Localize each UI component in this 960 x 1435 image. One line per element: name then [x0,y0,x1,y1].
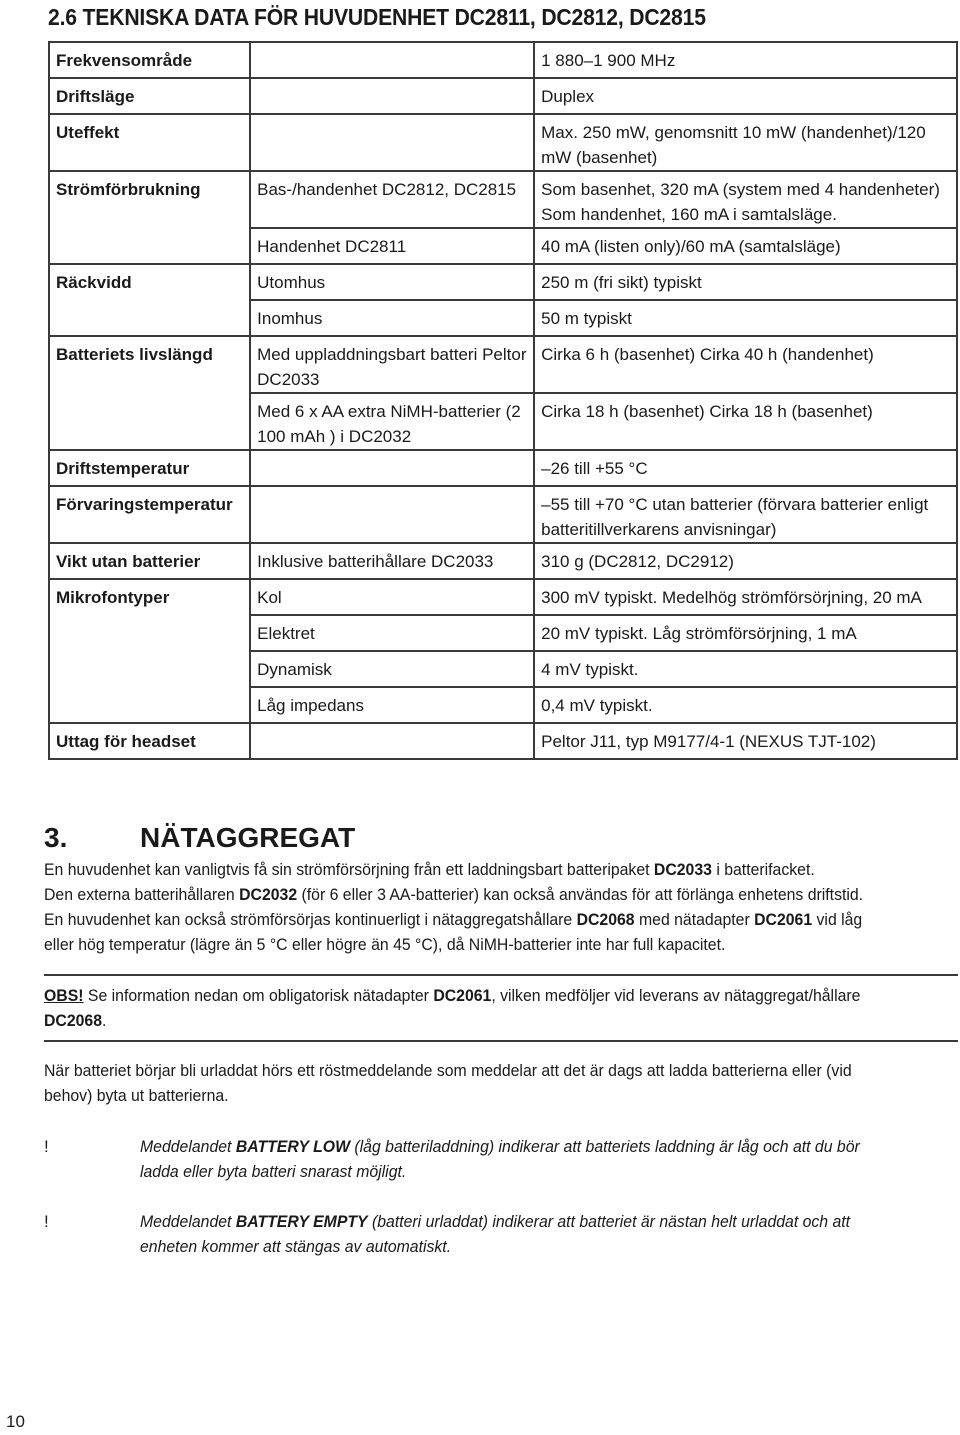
spec-text: 20 mV typiskt. Låg strömförsörjning, 1 mA [541,624,857,643]
text: Den externa batterihållaren [44,885,240,904]
text: Meddelandet [140,1137,236,1156]
spec-label [48,265,251,301]
spec-row [48,487,958,544]
spec-subcategory [251,652,535,688]
product-code: DC2061 [754,910,813,929]
section3-number: 3. [44,822,68,853]
spec-text: 40 mA (listen only)/60 mA (samtalsläge) [541,237,841,256]
spec-text: 1 880–1 900 MHz [541,51,676,70]
spec-value [535,724,958,760]
section3-title: NÄTAGGREGAT [140,822,356,853]
product-code: DC2033 [653,860,712,879]
spec-row [48,451,958,487]
spec-label [48,337,251,394]
spec-label [48,451,251,487]
spec-text: Dynamisk [257,660,332,679]
spec-value [535,652,958,688]
section3-heading [44,822,355,854]
text: . [102,1011,107,1030]
product-code: DC2032 [239,885,298,904]
spec-text: Med uppladdningsbart batteri Peltor DC2033 [257,345,527,389]
spec-value [535,688,958,724]
spec-text: Med 6 x AA extra NiMH-batterier (2 100 mAh ) i DC2032 [257,402,521,446]
message-name: BATTERY LOW [235,1137,351,1156]
text: En huvudenhet kan också strömförsörjas kontinuerligt i nätaggregatshållare [44,910,577,929]
text: En huvudenhet kan vanligtvis få sin strömförsörjning från ett laddningsbart batteripaket [44,860,654,879]
spec-label [48,43,251,79]
spec-row [48,394,958,451]
exclamation-mark: ! [44,1212,49,1231]
product-code: DC2068 [44,1011,103,1030]
spec-row [48,724,958,760]
spec-subcategory [251,451,535,487]
spec-value [535,616,958,652]
text: (för 6 eller 3 AA-batterier) kan också användas för att förlänga enhetens driftstid. [297,885,864,904]
spec-text: –26 till +55 °C [541,459,648,478]
spec-table [48,41,958,760]
exclamation-mark: ! [44,1137,49,1156]
spec-text: Elektret [257,624,315,643]
text: Meddelandet [140,1212,236,1231]
warning-battery-empty [44,1209,944,1261]
spec-table-body [48,43,958,760]
spec-subcategory [251,265,535,301]
spec-row [48,79,958,115]
spec-row [48,544,958,580]
spec-label [48,724,251,760]
page-number: 10 [6,1412,25,1431]
spec-row [48,337,958,394]
spec-value [535,115,958,172]
spec-text: Handenhet DC2811 [257,237,407,256]
spec-row [48,265,958,301]
divider [44,1040,958,1042]
spec-text: 310 g (DC2812, DC2912) [541,552,734,571]
spec-subcategory [251,337,535,394]
text: ladda eller byta batteri snarast möjligt. [140,1162,407,1181]
text: behov) byta ut batterierna. [44,1086,229,1105]
spec-text: Förvaringstemperatur [56,495,233,514]
spec-value [535,487,958,544]
spec-label [48,544,251,580]
text: (batteri urladdat) indikerar att batteriet är nästan helt urladdat och att [367,1212,851,1231]
spec-label [48,79,251,115]
spec-text: 50 m typiskt [541,309,632,328]
spec-text: Bas-/handenhet DC2812, DC2815 [257,180,517,199]
spec-row [48,652,958,688]
spec-row [48,616,958,652]
spec-subcategory [251,724,535,760]
text: Se information nedan om obligatorisk nätadapter [83,986,434,1005]
battery-note [44,1058,944,1108]
spec-label [48,301,251,337]
spec-text: Batteriets livslängd [56,345,213,364]
spec-subcategory [251,394,535,451]
spec-subcategory [251,688,535,724]
spec-text: Utomhus [257,273,326,292]
spec-text: Kol [257,588,282,607]
spec-value [535,544,958,580]
spec-text: 300 mV typiskt. Medelhög strömförsörjning, 20 mA [541,588,922,607]
spec-row [48,229,958,265]
text: (låg batteriladdning) indikerar att batteriets laddning är låg och att du bör [350,1137,860,1156]
spec-value [535,229,958,265]
spec-value [535,265,958,301]
message-name: BATTERY EMPTY [235,1212,368,1231]
spec-text: 4 mV typiskt. [541,660,639,679]
spec-text: Duplex [541,87,595,106]
spec-text: –55 till +70 °C utan batterier (förvara batterier enligt batteritillverkarens anvisningar) [541,495,929,539]
spec-text: 0,4 mV typiskt. [541,696,653,715]
spec-text: Uttag för headset [56,732,196,751]
spec-row [48,172,958,229]
text: När batteriet börjar bli urladdat hörs ett röstmeddelande som meddelar att det är dags att ladda batterierna eller (vid [44,1061,852,1080]
spec-text: Som basenhet, 320 mA (system med 4 handenheter) Som handenhet, 160 mA i samtalsläge. [541,180,940,224]
spec-subcategory [251,301,535,337]
spec-text: Inklusive batterihållare DC2033 [257,552,494,571]
section-heading: 2.6 TEKNISKA DATA FÖR HUVUDENHET DC2811, DC2812, DC2815 [48,4,706,30]
obs-note [44,983,944,1033]
spec-text: Peltor J11, typ M9177/4-1 (NEXUS TJT-102) [541,732,876,751]
spec-label [48,394,251,451]
spec-text: Strömförbrukning [56,180,201,199]
spec-value [535,394,958,451]
spec-row [48,580,958,616]
spec-value [535,301,958,337]
spec-value [535,43,958,79]
spec-subcategory [251,229,535,265]
spec-subcategory [251,544,535,580]
spec-value [535,172,958,229]
spec-label [48,652,251,688]
text: vid låg [812,910,863,929]
spec-row [48,43,958,79]
spec-label [48,616,251,652]
spec-value [535,79,958,115]
product-code: DC2061 [433,986,492,1005]
spec-value [535,451,958,487]
spec-text: Driftstemperatur [56,459,190,478]
spec-text: 250 m (fri sikt) typiskt [541,273,702,292]
spec-text: Cirka 6 h (basenhet) Cirka 40 h (handenhet) [541,345,874,364]
text: , vilken medföljer vid leverans av nätaggregat/hållare [491,986,861,1005]
spec-text: Mikrofontyper [56,588,170,607]
spec-label [48,172,251,229]
text: med nätadapter [634,910,755,929]
spec-text: Driftsläge [56,87,135,106]
spec-subcategory [251,580,535,616]
divider [44,974,958,976]
spec-subcategory [251,115,535,172]
text: i batterifacket. [711,860,815,879]
spec-label [48,229,251,265]
text: enheten kommer att stängas av automatiskt. [140,1237,452,1256]
obs-label: OBS! [44,986,84,1005]
spec-text: Max. 250 mW, genomsnitt 10 mW (handenhet)/120 mW (basenhet) [541,123,926,167]
spec-text: Frekvensområde [56,51,193,70]
spec-text: Låg impedans [257,696,364,715]
text: eller hög temperatur (lägre än 5 °C eller högre än 45 °C), då NiMH-batterier inte har full kapacitet. [44,935,726,954]
spec-subcategory [251,487,535,544]
spec-subcategory [251,172,535,229]
spec-label [48,487,251,544]
spec-row [48,688,958,724]
spec-value [535,580,958,616]
spec-text: Uteffekt [56,123,120,142]
spec-text: Vikt utan batterier [56,552,201,571]
spec-value [535,337,958,394]
spec-text: Cirka 18 h (basenhet) Cirka 18 h (basenhet) [541,402,873,421]
spec-text: Inomhus [257,309,323,328]
spec-text: Räckvidd [56,273,132,292]
spec-label [48,115,251,172]
warning-battery-low [44,1134,944,1186]
spec-label [48,580,251,616]
spec-row [48,301,958,337]
spec-subcategory [251,43,535,79]
spec-subcategory [251,79,535,115]
spec-label [48,688,251,724]
spec-subcategory [251,616,535,652]
product-code: DC2068 [576,910,635,929]
section3-paragraph [44,857,944,957]
spec-row [48,115,958,172]
